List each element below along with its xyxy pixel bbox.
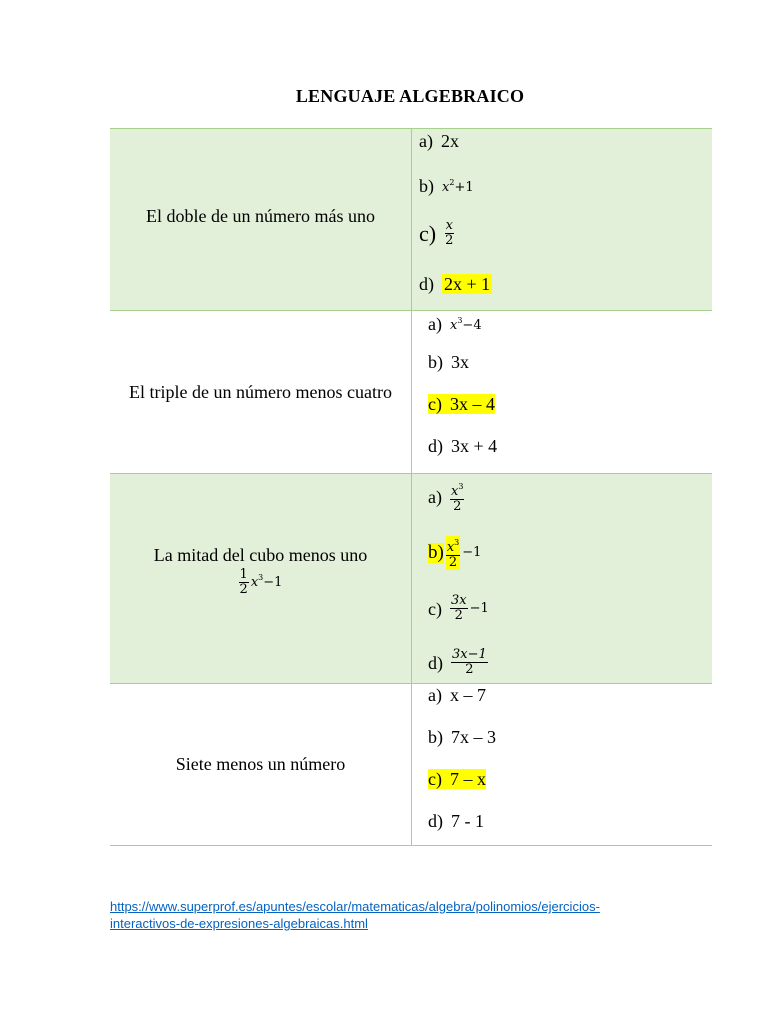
answer-cell — [412, 311, 712, 473]
source-link-line1[interactable]: https://www.superprof.es/apuntes/escolar/matematicas/algebra/polinomios/ejercicios- — [110, 899, 600, 914]
option-fraction: $\frac{3x-1}{2}$ — [452, 647, 487, 677]
option-label: a) — [428, 313, 442, 334]
option-a[interactable] — [428, 311, 482, 336]
correct-answer-highlight: 3x – 4 — [449, 394, 495, 414]
question-text: El triple de un número menos cuatro — [129, 381, 392, 402]
option-b[interactable] — [428, 536, 481, 570]
option-text: 3x + 4 — [451, 436, 498, 456]
table-row — [110, 128, 712, 310]
option-a[interactable] — [428, 685, 486, 705]
option-expression: $x^2+1$ — [442, 178, 474, 195]
option-label: d) — [428, 652, 443, 673]
option-b[interactable] — [428, 727, 496, 747]
question-text: La mitad del cubo menos uno — [153, 544, 368, 565]
option-label: d) — [428, 436, 443, 456]
answer-cell — [412, 129, 712, 310]
question-expression: $\frac{1}{2}$ $x^3-1$ — [239, 566, 283, 597]
option-text: 7 - 1 — [451, 811, 484, 831]
question-text: Siete menos un número — [175, 754, 346, 774]
question-cell — [110, 129, 412, 310]
option-text: 2x — [440, 131, 459, 151]
option-b[interactable] — [428, 352, 469, 372]
question-cell — [110, 684, 412, 845]
table-row — [110, 473, 712, 683]
table-row — [110, 310, 712, 473]
option-label: d) — [419, 274, 434, 294]
correct-answer-highlight: 2x + 1 — [444, 274, 491, 294]
answer-cell — [412, 684, 712, 845]
option-expression: $x^3-4$ — [449, 316, 482, 333]
question-cell — [110, 474, 412, 683]
source-link-line2[interactable]: interactivos-de-expresiones-algebraicas.html — [110, 916, 368, 931]
option-label: d) — [428, 811, 443, 831]
option-d[interactable] — [419, 274, 492, 294]
option-label: a) — [428, 685, 442, 705]
option-label: c) — [428, 394, 442, 414]
option-a[interactable] — [419, 131, 459, 151]
option-text: x – 7 — [449, 685, 486, 705]
source-link[interactable] — [110, 898, 670, 932]
option-label: c) — [419, 220, 437, 246]
option-b[interactable] — [419, 173, 474, 198]
option-d[interactable] — [428, 811, 484, 831]
option-c[interactable] — [419, 219, 456, 248]
option-label: c) — [428, 769, 442, 789]
question-text: El doble de un número más uno — [146, 206, 375, 226]
option-c[interactable] — [428, 769, 486, 789]
option-rest: −1 — [469, 600, 489, 616]
option-label: a) — [428, 487, 442, 507]
option-a[interactable] — [428, 480, 466, 514]
option-text: 7x – 3 — [451, 727, 496, 747]
exercise-table — [110, 128, 712, 846]
option-fraction: $\frac{x^3}{2}$ — [450, 482, 464, 514]
option-label: b) — [428, 352, 443, 372]
page-title: LENGUAJE ALGEBRAICO — [295, 86, 525, 106]
option-label: a) — [419, 131, 433, 151]
option-c[interactable] — [428, 394, 495, 414]
option-c[interactable] — [428, 594, 489, 623]
option-d[interactable] — [428, 436, 497, 456]
option-text: 3x — [451, 352, 469, 372]
option-fraction: $\frac{3x}{2}$ — [450, 593, 467, 623]
option-fraction: $\frac{x^3}{2}$ — [446, 538, 460, 570]
option-label: c) — [428, 598, 442, 619]
option-label: b) — [419, 175, 434, 196]
option-d[interactable] — [428, 648, 490, 677]
option-label: b) — [428, 727, 443, 747]
table-row — [110, 683, 712, 846]
answer-cell — [412, 474, 712, 683]
correct-answer-highlight: 7 – x — [449, 769, 486, 789]
question-cell — [110, 311, 412, 473]
option-fraction: $\frac{x}{2}$ — [445, 218, 454, 248]
option-rest: −1 — [462, 545, 482, 560]
option-label: b) — [428, 542, 444, 563]
